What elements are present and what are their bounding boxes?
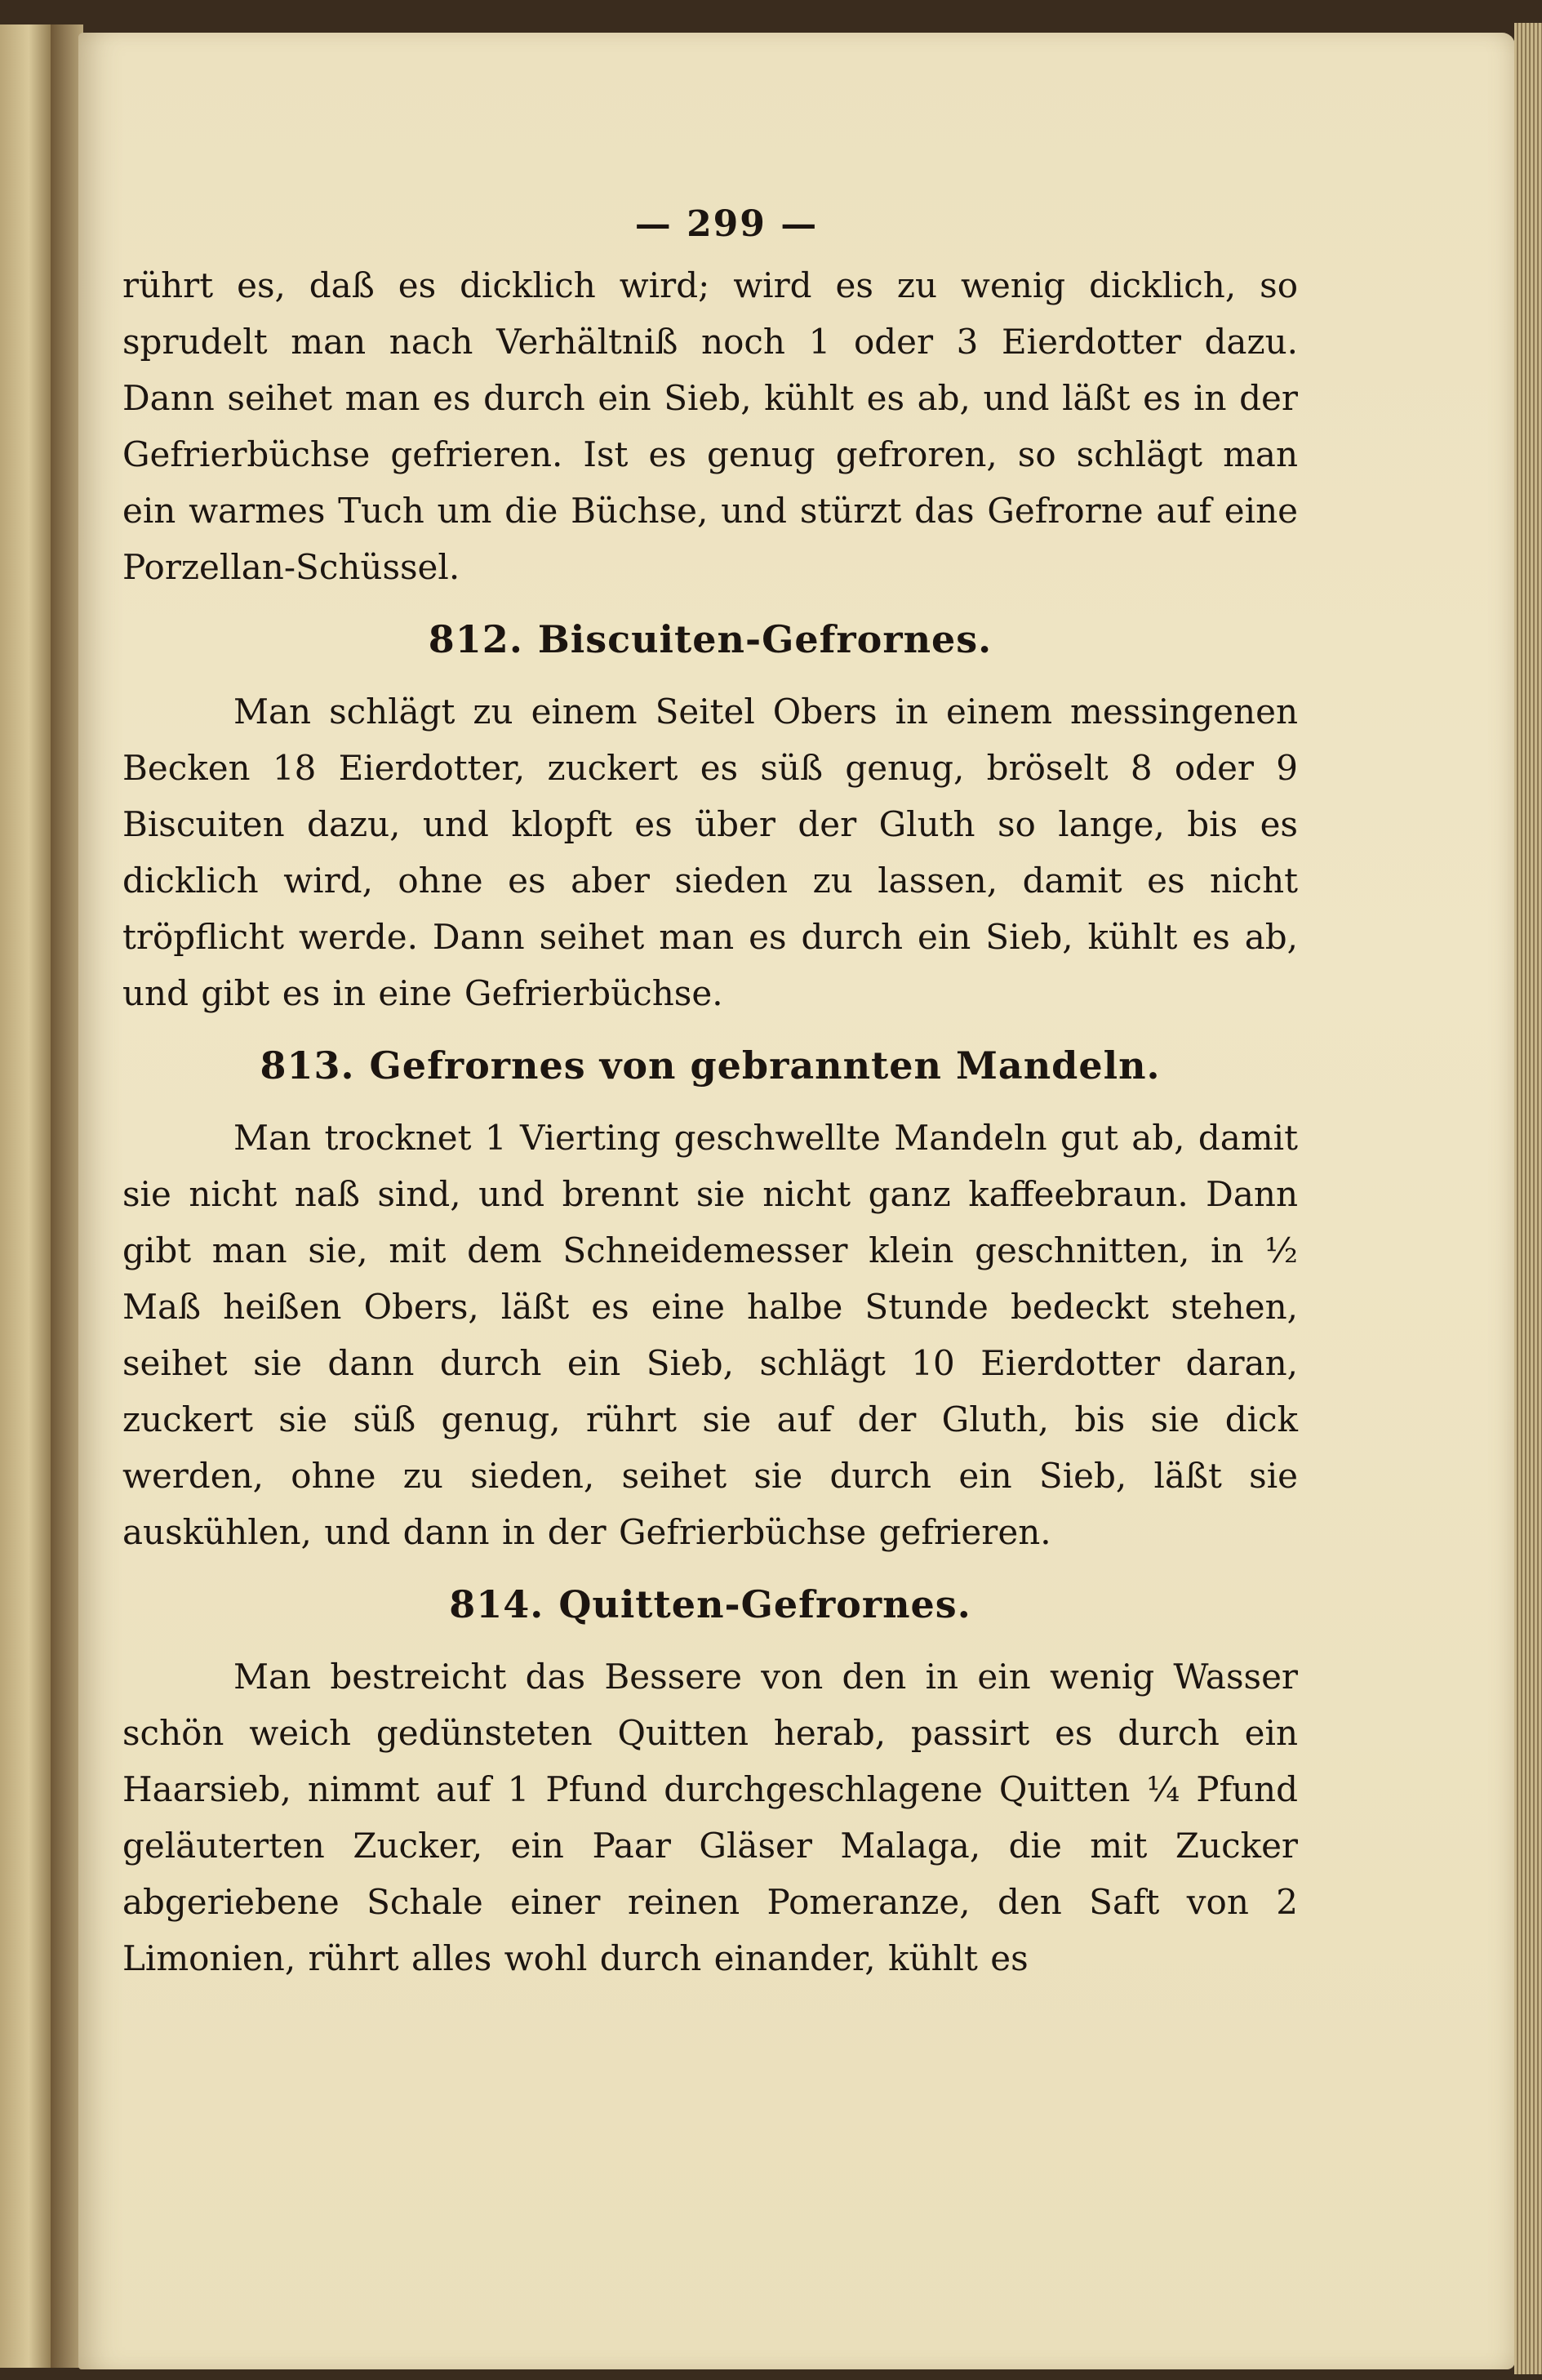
recipe-title: Biscuiten-Gefrornes.: [537, 617, 993, 661]
recipe-number: 813.: [260, 1043, 355, 1088]
recipe-number: 812.: [428, 617, 523, 661]
recipe-title: Gefrornes von gebrannten Mandeln.: [369, 1043, 1161, 1088]
recipe-number: 814.: [449, 1582, 544, 1626]
recipe-title: Quitten-Gefrornes.: [558, 1582, 971, 1626]
recipe-text-812: Man schlägt zu einem Seitel Obers in einem messingenen Becken 18 Eierdotter, zuckert es süß genug, bröselt 8 oder 9 Biscuiten dazu, und klopft es über der Gluth so lange, bis es dicklich wird, ohne es aber sieden zu lassen, damit es nicht tröpflicht werde. Dann seihet man es durch ein Sieb, kühlt es ab, und gibt es in eine Gefrierbüchse.: [122, 692, 1298, 1013]
previous-page-edge: [0, 24, 55, 2368]
continued-paragraph: rührt es, daß es dicklich wird; wird es zu wenig dicklich, so sprudelt man nach Verhältniß noch 1 oder 3 Eierdotter dazu. Dann seihet man es durch ein Sieb, kühlt es ab, und läßt es in der Gefrierbüchse gefrieren. Ist es genug gefroren, so schlägt man ein warmes Tuch um die Büchse, und stürzt das Gefrorne auf eine Porzellan-Schüssel.: [122, 265, 1298, 587]
recipe-heading-814: [122, 1560, 1298, 1648]
recipe-text-813: Man trocknet 1 Vierting geschwellte Mandeln gut ab, damit sie nicht naß sind, und brennt sie nicht ganz kaffeebraun. Dann gibt man sie, mit dem Schneidemesser klein geschnitten, in ½ Maß heißen Obers, läßt es eine halbe Stunde bedeckt stehen, seihet sie dann durch ein Sieb, schlägt 10 Eierdotter daran, zuckert sie süß genug, rührt sie auf der Gluth, bis sie dick werden, ohne zu sieden, seihet sie durch ein Sieb, läßt sie auskühlen, und dann in der Gefrierbüchse gefrieren.: [122, 1118, 1298, 1552]
page-stack-edge: [1514, 23, 1542, 2374]
page-content: [122, 192, 1298, 1986]
recipe-heading-812: [122, 595, 1298, 683]
page-number: — 299 —: [634, 203, 819, 245]
recipe-heading-813: [122, 1021, 1298, 1110]
recipe-text-814: Man bestreicht das Bessere von den in ein wenig Wasser schön weich gedünsteten Quitten herab, passirt es durch ein Haarsieb, nimmt auf 1 Pfund durchgeschlagene Quitten ¼ Pfund geläuterten Zucker, ein Paar Gläser Malaga, die mit Zucker abgeriebene Schale einer reinen Pomeranze, den Saft von 2 Limonien, rührt alles wohl durch einander, kühlt es: [122, 1657, 1298, 1978]
